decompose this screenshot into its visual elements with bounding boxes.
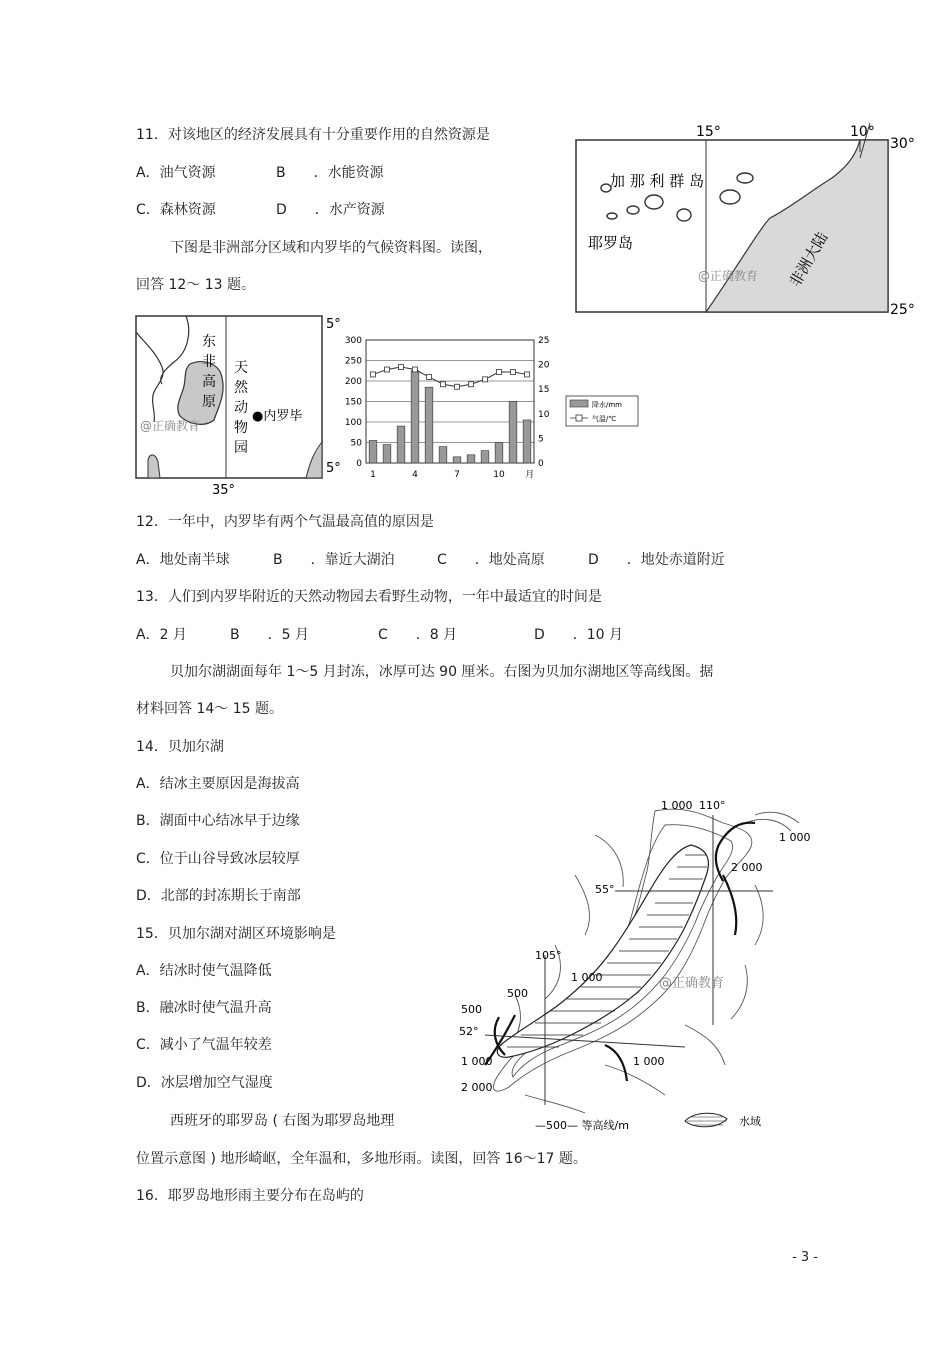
temp-point (427, 374, 432, 379)
intro14-line1: 贝加尔湖湖面每年 1～5 月封冻，冰厚可达 90 厘米。右图为贝加尔湖地区等高线图。据 (170, 664, 714, 680)
label-lon15: 15° (696, 124, 721, 140)
watermark-baikal: @正确教育 (659, 976, 725, 991)
intro12-line2: 回答 12～ 13 题。 (136, 277, 255, 293)
label-lon105: 105° (535, 949, 562, 962)
q11-stem: 11．对该地区的经济发展具有十分重要作用的自然资源是 (136, 127, 490, 143)
plateau-c3: 高 (202, 374, 216, 390)
y-left-tick: 100 (344, 418, 362, 428)
precip-bar (425, 387, 433, 463)
precip-bar (523, 420, 531, 463)
temp-point (483, 377, 488, 382)
precip-bar (369, 440, 377, 463)
q12-option-d: D ．地处赤道附近 (588, 552, 725, 568)
y-right-tick: 15 (538, 385, 550, 396)
legend-temp: 气温/℃ (592, 415, 617, 423)
plateau-c2: 非 (202, 354, 216, 370)
q14-option-d: D．北部的封冻期长于南部 (136, 888, 301, 904)
contour-2000: 2 000 (731, 861, 763, 874)
label-yeluo: 耶罗岛 (588, 234, 634, 252)
precip-bar (439, 447, 447, 463)
q15-option-b: B．融冰时使气温升高 (136, 1000, 272, 1016)
temp-point (441, 382, 446, 387)
precip-bar (411, 371, 419, 463)
nairobi-climate-chart (336, 328, 646, 488)
temp-point (525, 372, 530, 377)
chart-legend (566, 396, 638, 426)
label-canary-islands: 加 那 利 群 岛 (610, 172, 705, 190)
q12-option-b: B ．靠近大湖泊 (273, 552, 395, 568)
label-lat25: 25° (890, 302, 915, 318)
q15-option-c: C．减小了气温年较差 (136, 1037, 272, 1053)
label-lat5n: 5° (326, 317, 341, 332)
q14-option-c: C．位于山谷导致冰层较厚 (136, 851, 300, 867)
y-left-tick: 150 (344, 397, 362, 408)
intro12-line1: 下图是非洲部分区域和内罗毕的气候资料图。读图， (170, 240, 492, 256)
page-number: - 3 - (792, 1250, 818, 1265)
q13-option-c: C ．8 月 (378, 627, 458, 643)
q11-option-a: A．油气资源 (136, 165, 216, 181)
intro14-line2: 材料回答 14～ 15 题。 (136, 701, 283, 717)
park-c4: 物 (234, 420, 248, 436)
y-left-tick: 250 (344, 356, 362, 367)
canary-islands-map (570, 118, 920, 318)
watermark: @正确教育 (698, 269, 759, 283)
y-right-tick: 10 (538, 409, 550, 420)
precip-bar (481, 451, 489, 463)
contour-1000-left: 1 000 (461, 1055, 493, 1068)
label-africa: 非洲大陆 (785, 229, 832, 290)
precip-bar (495, 443, 503, 464)
legend-precip: 降水/mm (592, 401, 622, 409)
contour-500b: 500 (461, 1003, 482, 1016)
park-c1: 天 (234, 360, 248, 376)
plateau-c1: 东 (202, 334, 216, 350)
q11-option-c: C．森林资源 (136, 202, 216, 218)
y-right-tick: 20 (538, 360, 550, 371)
x-tick: 1 (370, 470, 376, 480)
x-tick: 4 (412, 470, 418, 480)
legend-contour: —500— 等高线/m (535, 1119, 629, 1132)
temp-point (455, 384, 460, 389)
precip-bar (509, 402, 517, 464)
contour-1000-low: 1 000 (633, 1055, 665, 1068)
label-lat52: 52° (459, 1025, 479, 1038)
q14-stem: 14．贝加尔湖 (136, 739, 224, 755)
baikal-contour-map (455, 795, 825, 1135)
q15-option-a: A．结冰时使气温降低 (136, 963, 272, 979)
q12-option-a: A．地处南半球 (136, 552, 230, 568)
park-c3: 动 (234, 400, 248, 416)
temp-point (413, 367, 418, 372)
intro16-line1: 西班牙的耶罗岛 ( 右图为耶罗岛地理 (170, 1113, 395, 1129)
label-lon10: 10° (850, 124, 875, 140)
y-right-tick: 25 (538, 336, 550, 346)
y-left-tick: 0 (356, 459, 362, 469)
y-right-tick: 0 (538, 459, 544, 469)
y-left-tick: 50 (350, 438, 362, 449)
temp-point (399, 365, 404, 370)
temp-point (371, 372, 376, 377)
q15-option-d: D．冰层增加空气湿度 (136, 1075, 273, 1091)
contour-1000-top: 1 000 (661, 799, 693, 812)
precip-bar (383, 445, 391, 463)
temp-point (469, 382, 474, 387)
watermark-africa: @正确教育 (140, 419, 201, 433)
y-left-tick: 300 (344, 336, 362, 346)
contour-500: 500 (507, 987, 528, 1000)
q11-option-d: D ．水产资源 (276, 202, 385, 218)
q13-option-b: B ．5 月 (230, 627, 309, 643)
x-tick: 月 (525, 470, 535, 480)
precip-bar (397, 426, 405, 463)
legend-water: 水域 (739, 1115, 761, 1128)
q12-stem: 12．一年中，内罗毕有两个气温最高值的原因是 (136, 514, 434, 530)
q13-option-d: D ．10 月 (534, 627, 624, 643)
label-lon110: 110° (699, 799, 726, 812)
intro16-line2: 位置示意图 ) 地形崎岖，全年温和，多地形雨。读图，回答 16～17 题。 (136, 1151, 587, 1167)
contour-1000-mid: 1 000 (571, 971, 603, 984)
x-tick: 7 (454, 470, 460, 480)
temp-point (497, 369, 502, 374)
q11-option-b: B ．水能资源 (276, 165, 384, 181)
q13-stem: 13．人们到内罗毕附近的天然动物园去看野生动物，一年中最适宜的时间是 (136, 589, 602, 605)
contour-1000-right: 1 000 (779, 831, 811, 844)
temp-point (385, 367, 390, 372)
y-right-tick: 5 (538, 434, 544, 445)
label-lat5s: 5° (326, 461, 341, 476)
q14-option-a: A．结冰主要原因是海拔高 (136, 776, 300, 792)
park-c5: 园 (234, 440, 248, 456)
temp-point (511, 369, 516, 374)
q16-stem: 16．耶罗岛地形雨主要分布在岛屿的 (136, 1188, 364, 1204)
q12-option-c: C ．地处高原 (437, 552, 545, 568)
x-tick: 10 (493, 470, 505, 480)
precip-bar (467, 455, 475, 463)
plateau-c4: 原 (202, 394, 216, 410)
q14-option-b: B．湖面中心结冰早于边缘 (136, 813, 300, 829)
y-left-tick: 200 (344, 377, 362, 387)
label-nairobi: ●内罗毕 (252, 409, 303, 424)
label-lat55: 55° (595, 883, 615, 896)
q13-option-a: A．2 月 (136, 627, 187, 643)
park-c2: 然 (234, 380, 248, 396)
precip-bar (453, 457, 461, 463)
q15-stem: 15．贝加尔湖对湖区环境影响是 (136, 926, 336, 942)
label-lat30: 30° (890, 136, 915, 152)
east-africa-map (134, 312, 349, 497)
label-lon35: 35° (212, 483, 236, 497)
contour-2000-left: 2 000 (461, 1081, 493, 1094)
